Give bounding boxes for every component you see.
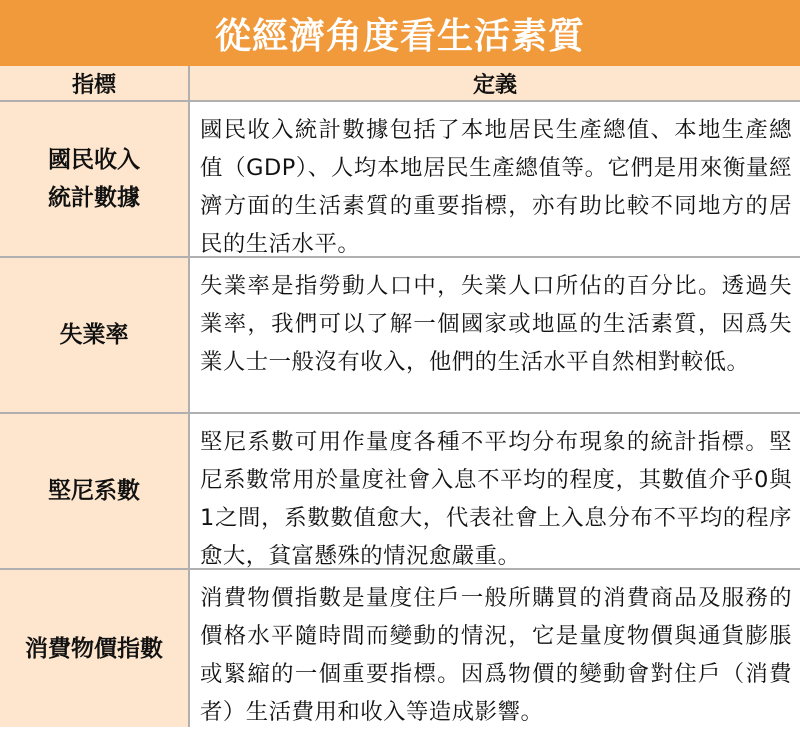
indicator-label: 消費物價指數 — [0, 570, 190, 727]
indicator-label: 失業率 — [0, 258, 190, 412]
table-row — [0, 414, 800, 570]
indicator-column-header: 指標 — [0, 66, 190, 100]
indicator-label: 國民收入統計數據 — [0, 102, 190, 256]
table-row — [0, 258, 800, 414]
table-row — [0, 102, 800, 258]
table-header-row — [0, 66, 800, 102]
table-body — [0, 102, 800, 727]
table-title: 從經濟角度看生活素質 — [0, 0, 800, 66]
indicator-definition: 國民收入統計數據包括了本地居民生產總值、本地生產總值（GDP）、人均本地居民生產總值等。它們是用來衡量經濟方面的生活素質的重要指標，亦有助比較不同地方的居民的生活水平。 — [200, 117, 792, 257]
definition-column-header: 定義 — [472, 72, 517, 98]
indicator-definition: 失業率是指勞動人口中，失業人口所佔的百分比。透過失業率，我們可以了解一個國家或地區的生活素質，因爲失業人士一般沒有收入，他們的生活水平自然相對較低。 — [200, 273, 792, 375]
indicator-definition: 堅尼系數可用作量度各種不平均分布現象的統計指標。堅尼系數常用於量度社會入息不平均的程度，其數值介乎0與1之間，系數數值愈大，代表社會上入息分布不平均的程序愈大，貧富懸殊的情況愈嚴重。 — [200, 429, 792, 569]
indicator-label: 堅尼系數 — [0, 414, 190, 568]
table-row — [0, 570, 800, 727]
indicator-definition: 消費物價指數是量度住戶一般所購買的消費商品及服務的價格水平隨時間而變動的情況，它是量度物價與通貨膨脹或緊縮的一個重要指標。因爲物價的變動會對住戶（消費者）生活費用和收入等造成影響。 — [200, 585, 792, 725]
